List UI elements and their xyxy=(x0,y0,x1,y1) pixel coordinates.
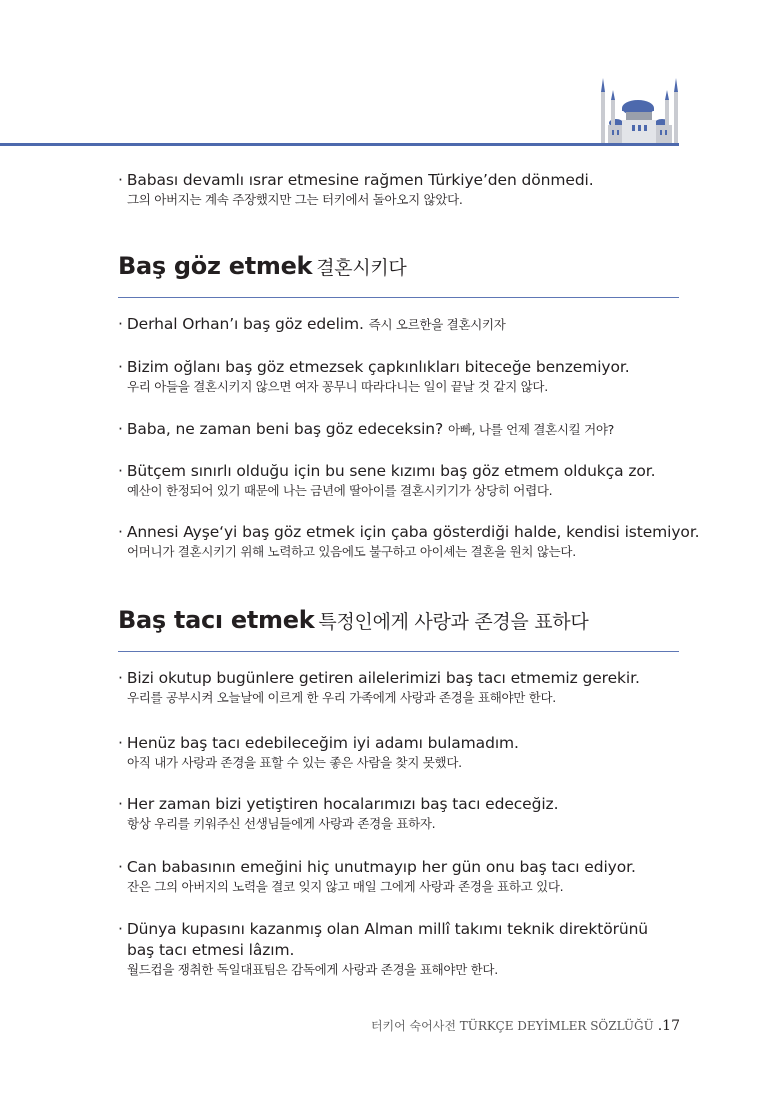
example-entry: · Henüz baş tacı edebileceğim iyi adamı bulamadım. 아직 내가 사랑과 존경을 표할 수 있는 좋은 사람을 찾지 못했다. xyxy=(118,733,688,772)
turkish-sentence: Bizim oğlanı baş göz etmezsek çapkınlıkları biteceğe benzemiyor. xyxy=(126,358,630,376)
example-entry: · Baba, ne zaman beni baş göz edeceksin? 아빠, 나를 언제 결혼시킬 거야? xyxy=(118,420,614,438)
korean-translation: 우리를 공부시켜 오늘날에 이르게 한 우리 가족에게 사랑과 존경을 표해야만 한다. xyxy=(127,690,556,705)
example-entry: · Bizim oğlanı baş göz etmezsek çapkınlıkları biteceğe benzemiyor. 우리 아들을 결혼시키지 않으면 여자 꽁무니 따라다니는 일이 끝날 것 같지 않다. xyxy=(118,357,688,396)
korean-translation: 항상 우리를 키워주신 선생님들에게 사랑과 존경을 표하자. xyxy=(127,816,436,831)
turkish-sentence: Her zaman bizi yetiştiren hocalarımızı baş tacı edeceğiz. xyxy=(126,795,559,813)
turkish-sentence: Dünya kupasını kazanmış olan Alman millî takımı teknik direktörünü xyxy=(126,920,649,938)
korean-translation: 아직 내가 사랑과 존경을 표할 수 있는 좋은 사람을 찾지 못했다. xyxy=(127,755,462,770)
idiom-heading xyxy=(118,252,407,280)
idiom-title: Baş tacı etmek xyxy=(118,606,315,634)
example-entry: · Bütçem sınırlı olduğu için bu sene kızımı baş göz etmem oldukça zor. 예산이 한정되어 있기 때문에 나는 금년에 딸아이를 결혼시키기가 상당히 어렵다. xyxy=(118,461,688,500)
page-number: .17 xyxy=(657,1018,680,1034)
idiom-meaning: 결혼시키다 xyxy=(316,257,407,279)
section-rule xyxy=(118,297,679,298)
example-entry: · Derhal Orhan’ı baş göz edelim. 즉시 오르한을 결혼시키자 xyxy=(118,315,506,333)
korean-translation: 어머니가 결혼시키기 위해 노력하고 있음에도 불구하고 아이셰는 결혼을 원치 않는다. xyxy=(127,544,576,559)
turkish-sentence: Bütçem sınırlı olduğu için bu sene kızımı baş göz etmem oldukça zor. xyxy=(126,462,656,480)
example-entry: · Dünya kupasını kazanmış olan Alman millî takımı teknik direktörünü baş tacı etmesi lâzım. 월드컵을 쟁취한 독일대표팀은 감독에게 사랑과 존경을 표해야만 한다. xyxy=(118,919,688,979)
example-entry: · Annesi Ayşe‘yi baş göz etmek için çaba gösterdiği halde, kendisi istemiyor. 어머니가 결혼시키기 위해 노력하고 있음에도 불구하고 아이셰는 결혼을 원치 않는다. xyxy=(118,523,700,559)
example-entry: · Babası devamlı ısrar etmesine rağmen Türkiye’den dönmedi. 그의 아버지는 계속 주장했지만 그는 터키에서 돌아오지 않았다. xyxy=(118,170,688,209)
page-footer xyxy=(371,1017,680,1034)
korean-translation: 그의 아버지는 계속 주장했지만 그는 터키에서 돌아오지 않았다. xyxy=(127,192,463,207)
turkish-sentence: Bizi okutup bugünlere getiren ailelerimizi baş tacı etmemiz gerekir. xyxy=(126,669,640,687)
example-entry: · Can babasının emeğini hiç unutmayıp her gün onu baş tacı ediyor. 잔은 그의 아버지의 노력을 결코 잊지 않고 매일 그에게 사랑과 존경을 표하고 있다. xyxy=(118,857,688,896)
turkish-sentence: Babası devamlı ısrar etmesine rağmen Türkiye’den dönmedi. xyxy=(126,171,594,189)
idiom-meaning: 특정인에게 사랑과 존경을 표하다 xyxy=(318,611,589,633)
turkish-sentence-continued: baş tacı etmesi lâzım. xyxy=(127,941,295,959)
korean-translation: 아빠, 나를 언제 결혼시킬 거야? xyxy=(447,422,614,437)
example-entry: · Her zaman bizi yetiştiren hocalarımızı baş tacı edeceğiz. 항상 우리를 키워주신 선생님들에게 사랑과 존경을 표하자. xyxy=(118,794,688,833)
turkish-sentence: Derhal Orhan’ı baş göz edelim. xyxy=(126,315,364,333)
korean-translation: 우리 아들을 결혼시키지 않으면 여자 꽁무니 따라다니는 일이 끝날 것 같지 않다. xyxy=(127,379,548,394)
turkish-sentence: Baba, ne zaman beni baş göz edeceksin? xyxy=(126,420,444,438)
turkish-sentence: Can babasının emeğini hiç unutmayıp her gün onu baş tacı ediyor. xyxy=(126,858,636,876)
korean-translation: 잔은 그의 아버지의 노력을 결코 잊지 않고 매일 그에게 사랑과 존경을 표하고 있다. xyxy=(127,879,564,894)
idiom-heading xyxy=(118,606,588,634)
korean-translation: 예산이 한정되어 있기 때문에 나는 금년에 딸아이를 결혼시키기가 상당히 어렵다. xyxy=(127,483,553,498)
turkish-sentence: Annesi Ayşe‘yi baş göz etmek için çaba gösterdiği halde, kendisi istemiyor. xyxy=(126,523,700,541)
idiom-title: Baş göz etmek xyxy=(118,252,313,280)
mosque-illustration xyxy=(598,78,682,144)
korean-translation: 즉시 오르한을 결혼시키자 xyxy=(368,317,506,332)
book-title: 터키어 숙어사전 TÜRKÇE DEYİMLER SÖZLÜĞÜ xyxy=(370,1019,654,1033)
example-entry: · Bizi okutup bugünlere getiren ailelerimizi baş tacı etmemiz gerekir. 우리를 공부시켜 오늘날에 이르게 한 우리 가족에게 사랑과 존경을 표해야만 한다. xyxy=(118,668,688,707)
korean-translation: 월드컵을 쟁취한 독일대표팀은 감독에게 사랑과 존경을 표해야만 한다. xyxy=(127,962,498,977)
section-rule xyxy=(118,651,679,652)
turkish-sentence: Henüz baş tacı edebileceğim iyi adamı bulamadım. xyxy=(126,734,519,752)
header-rule xyxy=(0,143,679,146)
